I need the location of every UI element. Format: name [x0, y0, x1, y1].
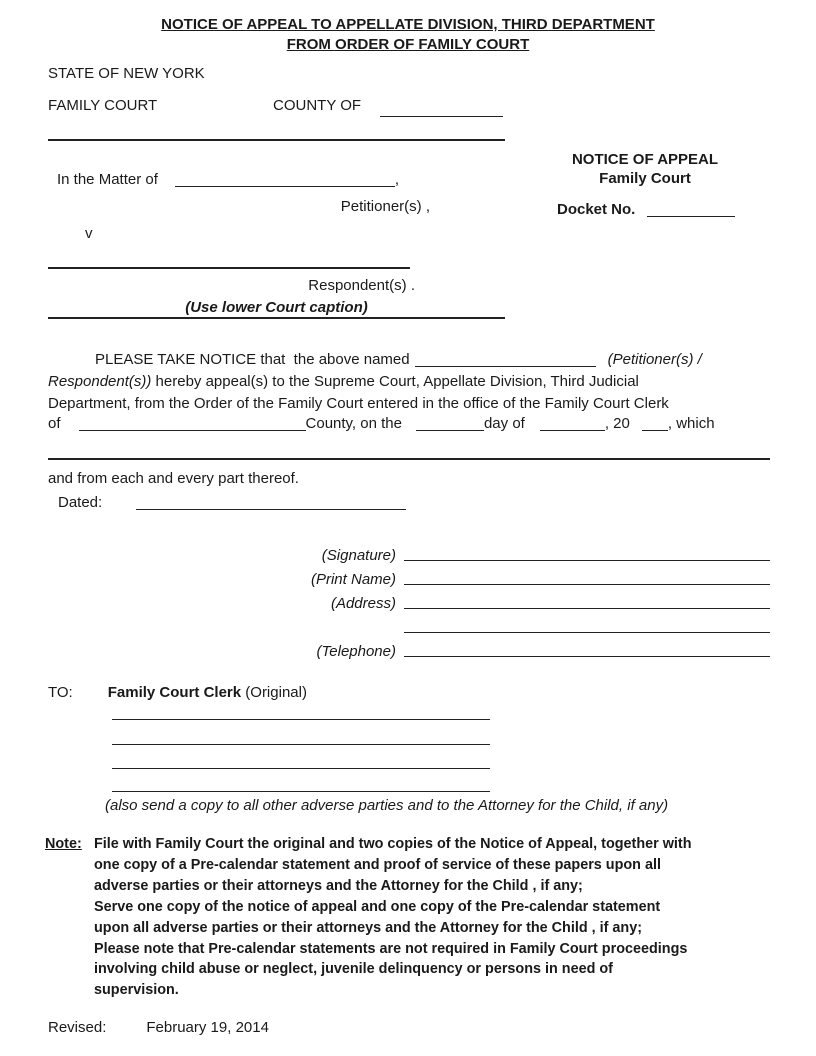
address-label: (Address): [330, 595, 396, 612]
to-label: TO:: [48, 684, 73, 701]
note-line-7: involving child abuse or neglect, juvenile delinquency or persons in need of: [94, 961, 613, 978]
comma-20-label: , 20: [604, 415, 630, 432]
respondent-name-blank[interactable]: [48, 267, 410, 269]
order-county-blank[interactable]: [79, 417, 306, 431]
in-the-matter-label: In the Matter of: [57, 171, 158, 188]
telephone-label: (Telephone): [316, 643, 396, 660]
to-address-blank-1[interactable]: [112, 719, 490, 720]
note-line-8: supervision.: [94, 982, 179, 999]
notice-paragraph-line-1: [95, 351, 702, 368]
signature-block: [48, 540, 770, 660]
matter-name-blank[interactable]: [175, 173, 395, 187]
order-details-row: [48, 415, 715, 432]
telephone-blank[interactable]: [404, 656, 770, 657]
note-label: Note:: [45, 836, 82, 852]
order-description-blank[interactable]: [48, 458, 770, 460]
note-line-6: Please note that Pre-calendar statements are not required in Family Court proceedings: [94, 940, 688, 957]
note-line-3: adverse parties or their attorneys and the Attorney for the Child , if any;: [94, 877, 583, 894]
caption-top-rule: [48, 139, 505, 141]
revised-date: February 19, 2014: [146, 1019, 269, 1036]
form-title-line-1: [0, 16, 816, 36]
county-on-the-label: County, on the: [305, 415, 402, 432]
form-title-text-2: FROM ORDER OF FAMILY COURT: [286, 36, 530, 53]
versus-label: v: [85, 225, 93, 242]
docket-no-label: Docket No.: [557, 201, 636, 218]
county-name-field: [380, 101, 503, 118]
dated-row: [58, 494, 406, 511]
notice-paragraph-line-2: [48, 373, 639, 390]
order-day-blank[interactable]: [416, 417, 484, 431]
county-of-label: COUNTY OF: [273, 97, 362, 114]
order-year-blank[interactable]: [642, 417, 668, 431]
copy-note-text: (also send a copy to all other adverse parties and to the Attorney for the Child, if any): [105, 797, 669, 814]
print-name-row: [48, 564, 770, 588]
docket-no-blank[interactable]: [647, 203, 735, 217]
day-of-label: day of: [483, 415, 525, 432]
form-title-text-1: NOTICE OF APPEAL TO APPELLATE DIVISION, THIRD DEPARTMENT: [161, 16, 655, 33]
telephone-row: [48, 636, 770, 660]
notice-paragraph-line-3: Department, from the Order of the Family Court entered in the office of the Family Court Clerk: [48, 395, 669, 412]
to-address-blank-4[interactable]: [112, 791, 490, 792]
comma-which-label: , which: [667, 415, 715, 432]
family-court-heading: Family Court: [599, 170, 691, 187]
revised-label: Revised:: [48, 1019, 107, 1036]
use-lower-caption-row: [48, 299, 505, 319]
order-month-blank[interactable]: [540, 417, 605, 431]
petitioners-label: Petitioner(s) ,: [340, 198, 430, 215]
print-name-blank[interactable]: [404, 584, 770, 585]
family-court-label: FAMILY COURT: [48, 97, 158, 114]
petitioner-italic-text: (Petitioner(s) /: [607, 351, 702, 368]
signature-blank[interactable]: [404, 560, 770, 561]
original-label: (Original): [241, 684, 307, 701]
family-court-clerk-label: Family Court Clerk: [107, 684, 242, 701]
signature-label: (Signature): [321, 547, 396, 564]
address-2-blank[interactable]: [404, 632, 770, 633]
revised-row: [48, 1019, 269, 1036]
dated-blank[interactable]: [136, 496, 406, 510]
respondent-italic-text: Respondent(s)): [48, 373, 152, 390]
note-block: [45, 834, 770, 1001]
signature-row: [48, 540, 770, 564]
form-title-line-2: [0, 36, 816, 56]
to-address-blank-3[interactable]: [112, 768, 490, 769]
respondents-label: Respondent(s) .: [308, 277, 415, 294]
matter-comma: ,: [394, 171, 400, 188]
note-line-4: Serve one copy of the notice of appeal and one copy of the Pre-calendar statement: [94, 898, 661, 915]
docket-row: [557, 201, 735, 218]
to-row: [48, 684, 307, 701]
note-line-5: upon all adverse parties or their attorneys and the Attorney for the Child , if any;: [94, 919, 643, 936]
notice-of-appeal-heading: NOTICE OF APPEAL: [571, 151, 719, 168]
dated-label: Dated:: [58, 494, 103, 511]
address-blank[interactable]: [404, 608, 770, 609]
note-line-2: one copy of a Pre-calendar statement and proof of service of these papers upon all: [94, 856, 661, 873]
note-text: [94, 834, 692, 1001]
every-part-text: and from each and every part thereof.: [48, 470, 299, 487]
use-lower-caption-label: (Use lower Court caption): [185, 299, 368, 316]
to-address-blank-2[interactable]: [112, 744, 490, 745]
address-2-row: [48, 612, 770, 636]
of-label: of: [48, 415, 61, 432]
appellant-name-blank[interactable]: [415, 353, 596, 367]
address-row: [48, 588, 770, 612]
note-line-1: File with Family Court the original and two copies of the Notice of Appeal, together with: [94, 836, 692, 852]
print-name-label: (Print Name): [310, 571, 396, 588]
in-the-matter-row: [57, 171, 399, 188]
please-take-notice-text: PLEASE TAKE NOTICE that the above named: [95, 351, 410, 368]
appeal-text: hereby appeal(s) to the Supreme Court, Appellate Division, Third Judicial: [151, 373, 639, 390]
state-label: STATE OF NEW YORK: [48, 65, 205, 82]
county-name-blank[interactable]: [380, 103, 503, 117]
